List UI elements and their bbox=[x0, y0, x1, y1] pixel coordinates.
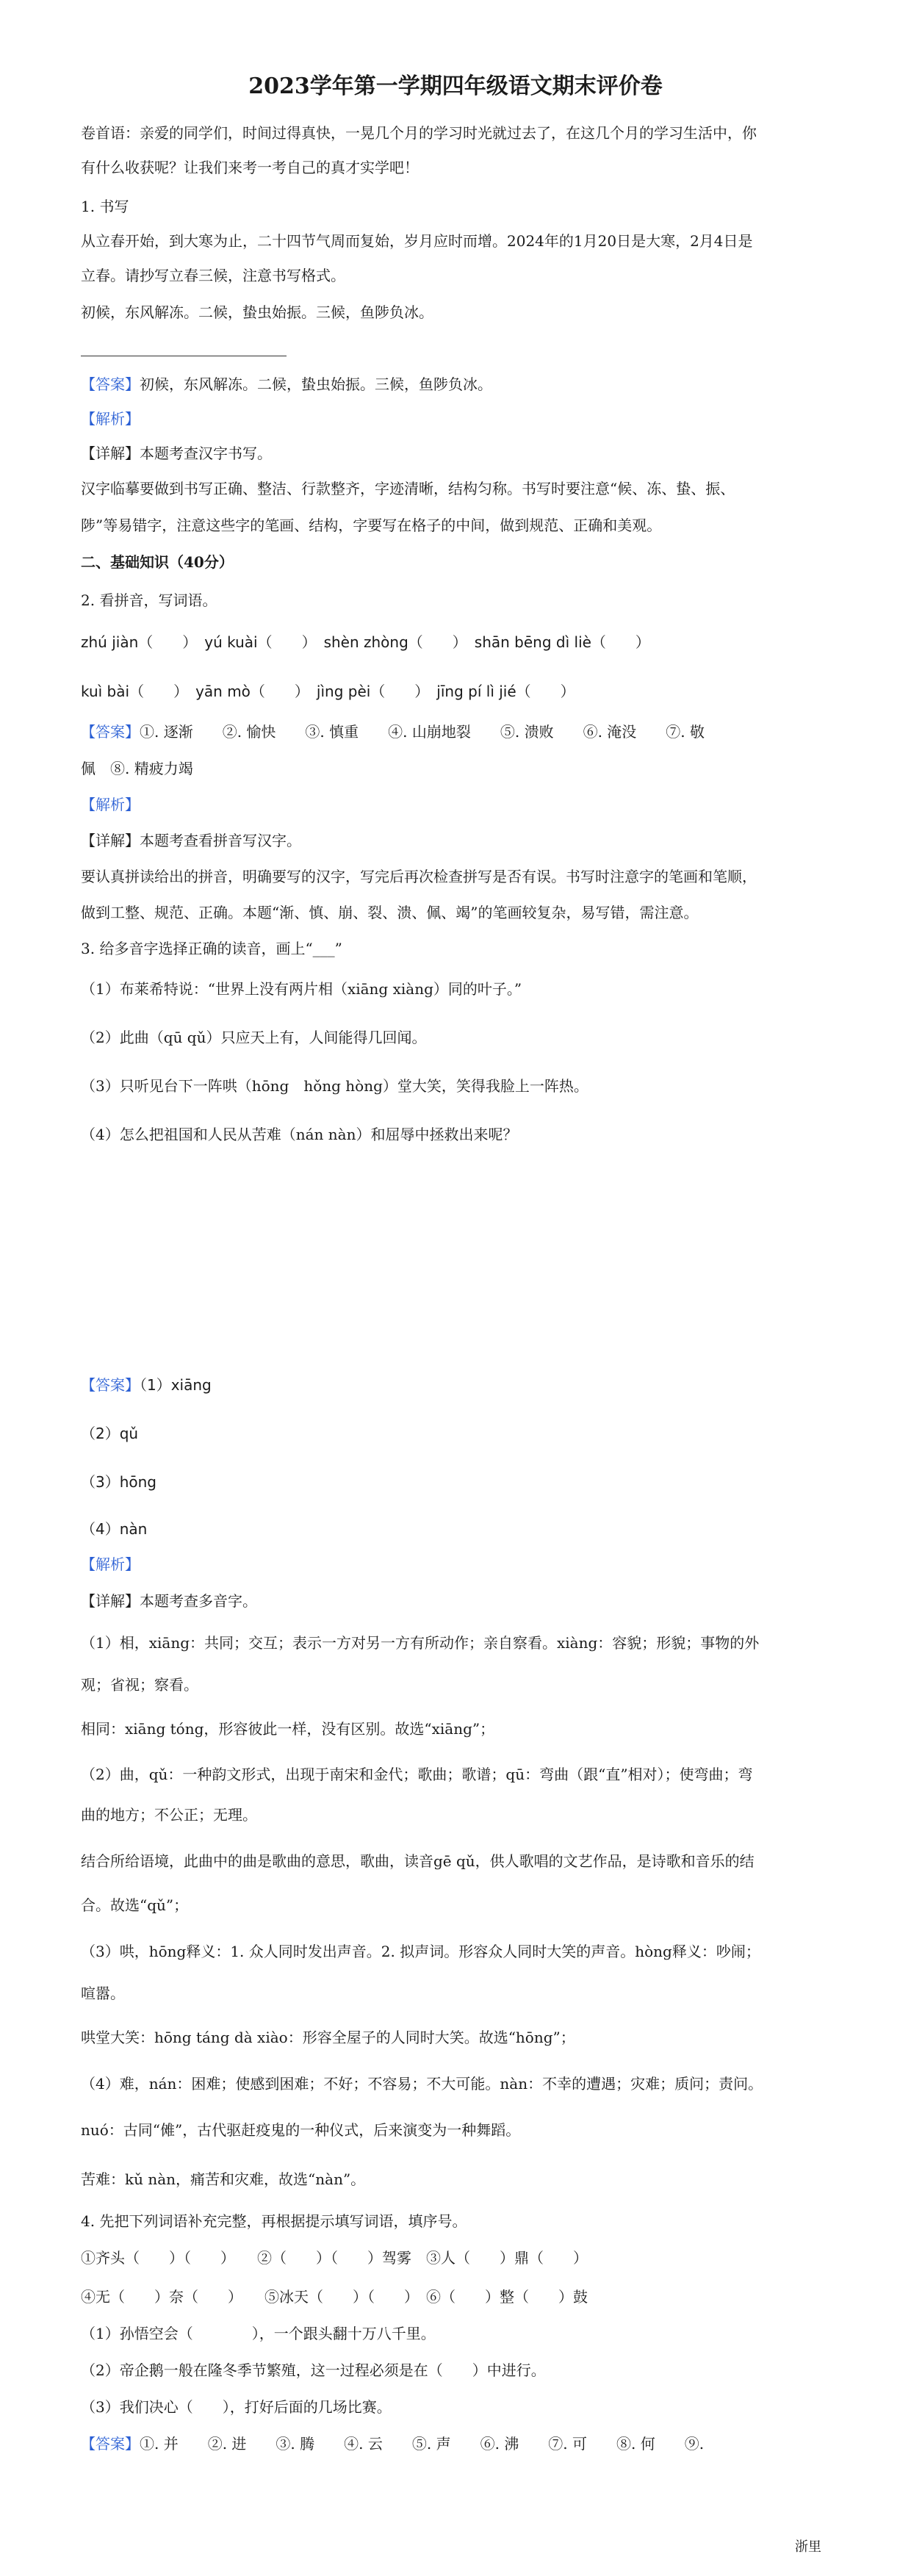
q4-row-2: ④无（ ）奈（ ） ⑤冰天（ ）（ ） ⑥（ ）整（ ）鼓 bbox=[81, 2288, 588, 2306]
q3-detail-8: 合。故选“qǔ”； bbox=[81, 1896, 189, 1914]
q3-detail-13: nuó：古同“傩”，古代驱赶疫鬼的一种仪式，后来演变为一种舞蹈。 bbox=[81, 2121, 521, 2139]
q1-analysis-tag: 【解析】 bbox=[81, 410, 140, 428]
intro-line-1: 卷首语：亲爱的同学们，时间过得真快，一晃几个月的学习时光就过去了，在这几个月的学习生活中，你 bbox=[81, 124, 757, 142]
q3-detail-2: （1）相，xiāng：共同；交互；表示一方对另一方有所动作；亲自察看。xiàng：容貌；形貌；事物的外 bbox=[81, 1634, 760, 1652]
q4-item-2: （2）帝企鹅一般在隆冬季节繁殖，这一过程必须是在（ ）中进行。 bbox=[81, 2361, 546, 2379]
section-heading: 二、基础知识（40分） bbox=[81, 553, 234, 571]
answer-text: ①. 逐渐 ②. 愉快 ③. 慎重 ④. 山崩地裂 ⑤. 溃败 ⑥. 淹没 ⑦. 敬 bbox=[140, 723, 705, 741]
q3-detail-3: 观；省视；察看。 bbox=[81, 1676, 198, 1694]
q1-text-line-2: 立春。请抄写立春三候，注意书写格式。 bbox=[81, 267, 345, 284]
answer-tag: 【答案】 bbox=[81, 1376, 140, 1394]
q1-heading: 1. 书写 bbox=[81, 198, 129, 215]
q3-detail-7: 结合所给语境，此曲中的曲是歌曲的意思，歌曲，读音gē qǔ，供人歌唱的文艺作品，是诗歌和音乐的结 bbox=[81, 1852, 755, 1870]
q3-detail-6: 曲的地方；不公正；无理。 bbox=[81, 1806, 257, 1824]
q3-item-1: （1）布莱希特说：“世界上没有两片相（xiāng xiàng）同的叶子。” bbox=[81, 980, 522, 998]
q4-row-1: ①齐头（ ）（ ） ②（ ）（ ）驾雾 ③人（ ）鼎（ ） bbox=[81, 2249, 588, 2267]
answer-text: 初候，东风解冻。二候，蛰虫始振。三候，鱼陟负冰。 bbox=[140, 375, 492, 393]
q3-detail-12: （4）难，nán：困难；使感到困难；不好；不容易；不大可能。nàn：不幸的遭遇；灾难；质问；责问。 bbox=[81, 2075, 763, 2093]
q1-detail-2: 汉字临摹要做到书写正确、整洁、行款整齐，字迹清晰，结构匀称。书写时要注意“候、冻、蛰、振、 bbox=[81, 480, 735, 497]
q3-detail-14: 苦难：kǔ nàn，痛苦和灾难，故选“nàn”。 bbox=[81, 2170, 366, 2188]
q3-answer-4: （4）nàn bbox=[81, 1520, 148, 1538]
q3-detail-10: 喧嚣。 bbox=[81, 1985, 125, 2002]
q3-detail-4: 相同：xiāng tóng，形容彼此一样，没有区别。故选“xiāng”； bbox=[81, 1720, 495, 1738]
q3-detail-11: 哄堂大笑：hōng táng dà xiào：形容全屋子的人同时大笑。故选“hōng”； bbox=[81, 2029, 575, 2046]
q3-detail-5: （2）曲，qǔ：一种韵文形式，出现于南宋和金代；歌曲；歌谱；qū：弯曲（跟“直”相对）；使弯曲；弯 bbox=[81, 1766, 753, 1783]
q3-heading: 3. 给多音字选择正确的读音，画上“___” bbox=[81, 940, 342, 957]
answer-tag: 【答案】 bbox=[81, 2435, 140, 2453]
q3-item-3: （3）只听见台下一阵哄（hōng hǒng hòng）堂大笑，笑得我脸上一阵热。 bbox=[81, 1077, 588, 1095]
answer-text: ①. 并 ②. 进 ③. 腾 ④. 云 ⑤. 声 ⑥. 沸 ⑦. 可 ⑧. 何 ⑨. bbox=[140, 2435, 705, 2453]
q1-answer bbox=[81, 375, 492, 394]
q2-detail-3: 做到工整、规范、正确。本题“渐、慎、崩、裂、溃、佩、竭”的笔画较复杂，易写错，需注意。 bbox=[81, 904, 699, 921]
q2-pinyin-row-2: kuì bài（ ） yān mò（ ） jìng pèi（ ） jīng pí lì jié（ ） bbox=[81, 683, 575, 700]
intro-line-2: 有什么收获呢？让我们来考一考自己的真才实学吧！ bbox=[81, 159, 419, 176]
q2-heading: 2. 看拼音，写词语。 bbox=[81, 591, 217, 609]
q1-copy-text: 初候，东风解冻。二候，蛰虫始振。三候，鱼陟负冰。 bbox=[81, 303, 433, 321]
q3-detail-9: （3）哄，hōng释义：1. 众人同时发出声音。2. 拟声词。形容众人同时大笑的声音。hòng释义：吵闹； bbox=[81, 1943, 760, 1960]
q3-answer-3: （3）hōng bbox=[81, 1473, 157, 1491]
q2-answer-line-1 bbox=[81, 722, 705, 741]
q3-detail-1: 【详解】本题考查多音字。 bbox=[81, 1592, 257, 1610]
q3-answer-1 bbox=[81, 1375, 212, 1395]
answer-tag: 【答案】 bbox=[81, 375, 140, 393]
answer-text: （1）xiāng bbox=[140, 1376, 212, 1394]
q4-heading: 4. 先把下列词语补充完整，再根据提示填写词语，填序号。 bbox=[81, 2212, 467, 2230]
q2-pinyin-row-1: zhú jiàn（ ） yú kuài（ ） shèn zhòng（ ） shān bēng dì liè（ ） bbox=[81, 633, 650, 651]
q1-detail-1: 【详解】本题考查汉字书写。 bbox=[81, 445, 272, 462]
answer-tag: 【答案】 bbox=[81, 723, 140, 741]
q2-analysis-tag: 【解析】 bbox=[81, 796, 140, 813]
q3-item-4: （4）怎么把祖国和人民从苦难（nán nàn）和屈辱中拯救出来呢？ bbox=[81, 1126, 518, 1143]
q4-item-1: （1）孙悟空会（ ），一个跟头翻十万八千里。 bbox=[81, 2325, 436, 2342]
q2-answer-line-2: 佩 ⑧. 精疲力竭 bbox=[81, 760, 193, 777]
q3-analysis-tag: 【解析】 bbox=[81, 1555, 140, 1573]
q1-detail-3: 陟”等易错字，注意这些字的笔画、结构，字要写在格子的中间，做到规范、正确和美观。 bbox=[81, 517, 662, 534]
page-title: 2023学年第一学期四年级语文期末评价卷 bbox=[248, 73, 663, 99]
q1-text-line-1: 从立春开始，到大寒为止，二十四节气周而复始，岁月应时而增。2024年的1月20日是大寒，2月4日是 bbox=[81, 232, 753, 250]
q3-answer-2: （2）qǔ bbox=[81, 1425, 139, 1442]
q4-answer bbox=[81, 2434, 704, 2453]
q2-detail-2: 要认真拼读给出的拼音，明确要写的汉字，写完后再次检查拼写是否有误。书写时注意字的笔画和笔顺， bbox=[81, 868, 757, 885]
q2-detail-1: 【详解】本题考查看拼音写汉字。 bbox=[81, 832, 301, 849]
q4-item-3: （3）我们决心（ ），打好后面的几场比赛。 bbox=[81, 2398, 392, 2416]
page-footer: 浙里 bbox=[795, 2539, 821, 2555]
q3-item-2: （2）此曲（qū qǔ）只应天上有，人间能得几回闻。 bbox=[81, 1029, 427, 1046]
